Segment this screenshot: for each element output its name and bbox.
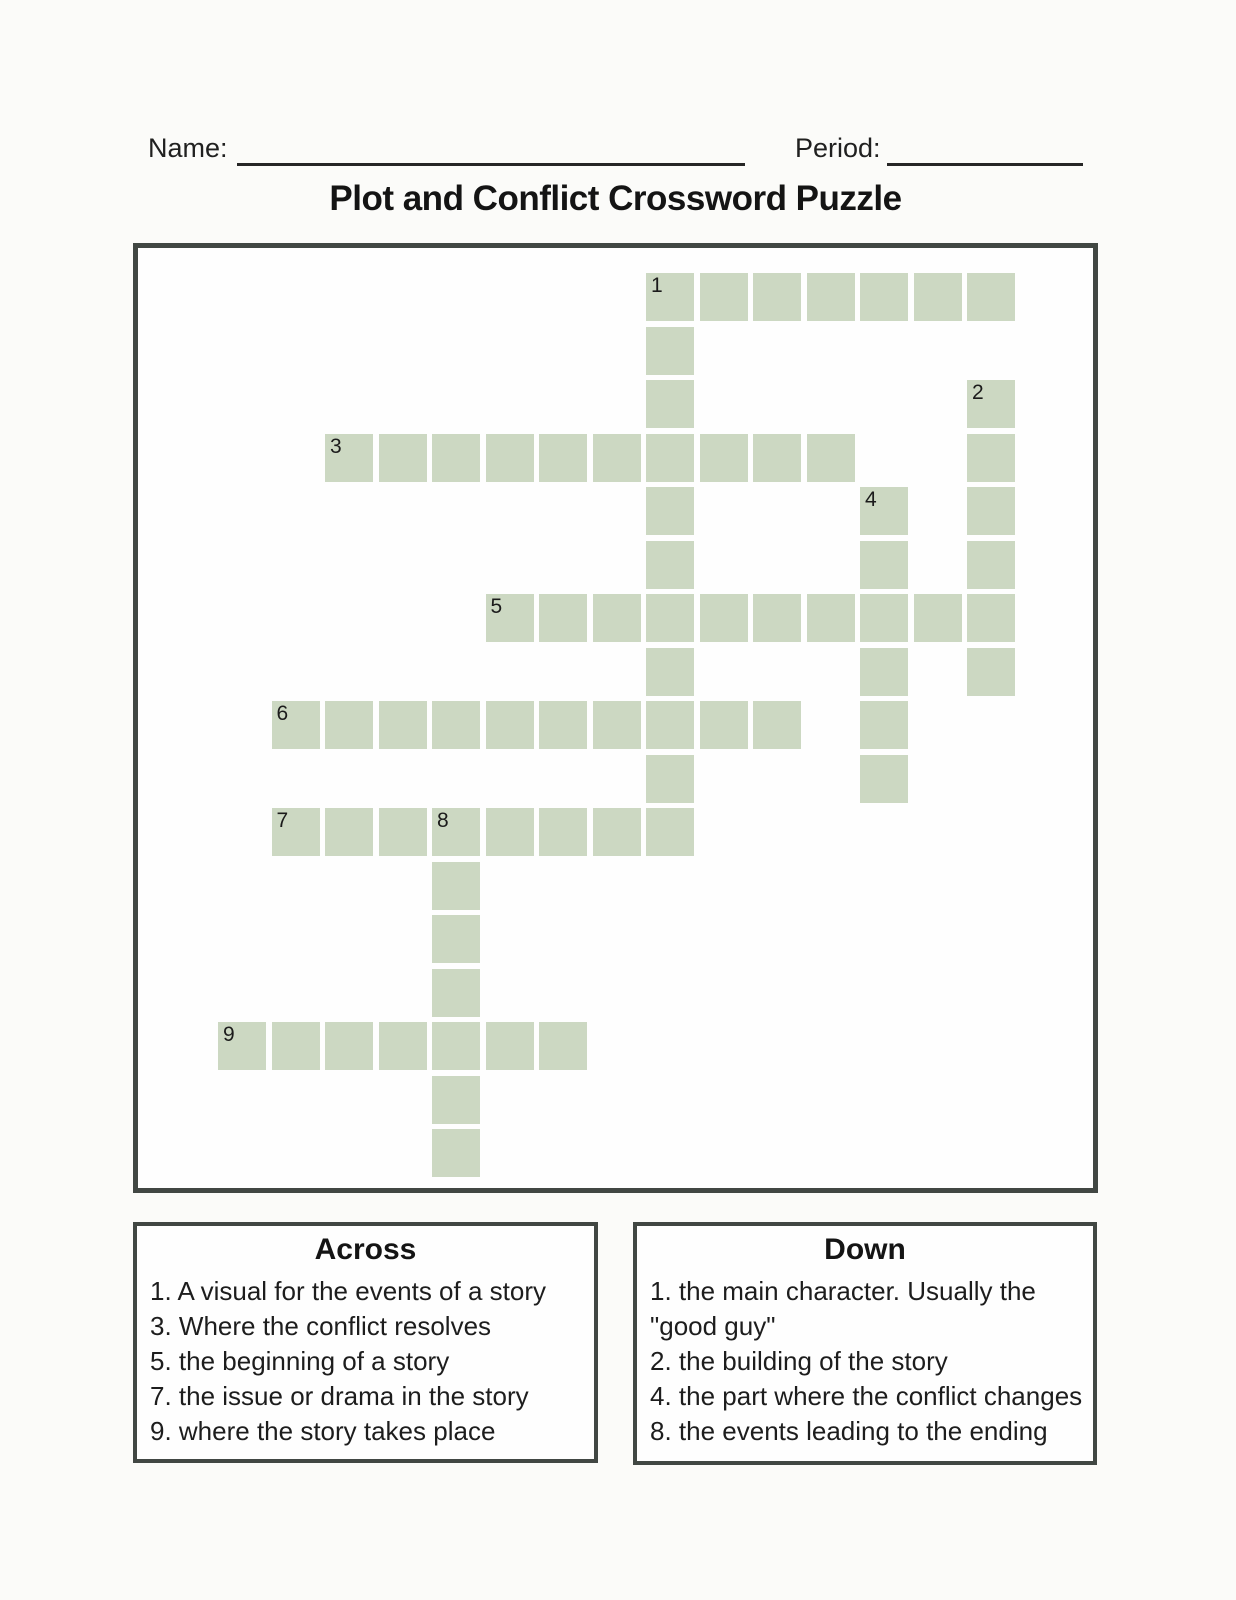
crossword-cell-r14c2[interactable] xyxy=(325,1022,373,1070)
crossword-cell-r8c4[interactable] xyxy=(432,701,480,749)
crossword-cell-r3c11[interactable] xyxy=(807,434,855,482)
crossword-cell-r6c11[interactable] xyxy=(807,594,855,642)
crossword-cell-r2c14[interactable] xyxy=(967,380,1015,428)
crossword-cell-r3c9[interactable] xyxy=(700,434,748,482)
clue-number-label: 2 xyxy=(972,381,984,404)
crossword-cell-r7c14[interactable] xyxy=(967,648,1015,696)
crossword-cell-r8c9[interactable] xyxy=(700,701,748,749)
across-clue-5: 9. where the story takes place xyxy=(150,1416,496,1446)
down-clue-1: 1. the main character. Usually the "good guy" xyxy=(650,1276,1036,1341)
down-title: Down xyxy=(824,1233,906,1266)
crossword-cell-r8c7[interactable] xyxy=(593,701,641,749)
name-label: Name: xyxy=(148,133,228,163)
crossword-cell-r5c12[interactable] xyxy=(860,541,908,589)
clue-number-label: 3 xyxy=(330,434,342,458)
crossword-cell-r10c3[interactable] xyxy=(379,808,427,856)
crossword-cell-r6c8[interactable] xyxy=(646,594,694,642)
crossword-cell-r3c7[interactable] xyxy=(593,434,641,482)
crossword-grid-box xyxy=(133,243,1098,1193)
page-title: Plot and Conflict Crossword Puzzle xyxy=(329,179,902,218)
crossword-cell-r3c8[interactable] xyxy=(646,434,694,482)
crossword-cell-r10c6[interactable] xyxy=(539,808,587,856)
crossword-cell-r2c8[interactable] xyxy=(646,380,694,428)
crossword-cell-r6c13[interactable] xyxy=(914,594,962,642)
crossword-cell-r13c4[interactable] xyxy=(432,969,480,1017)
crossword-cell-r10c7[interactable] xyxy=(593,808,641,856)
crossword-cell-r3c3[interactable] xyxy=(379,434,427,482)
period-field-line[interactable] xyxy=(887,163,1083,166)
across-clue-1: 1. A visual for the events of a story xyxy=(150,1276,546,1306)
across-clue-4: 7. the issue or drama in the story xyxy=(150,1381,529,1411)
crossword-cell-r16c4[interactable] xyxy=(432,1129,480,1177)
crossword-cell-r4c14[interactable] xyxy=(967,487,1015,535)
down-clue-4: 8. the events leading to the ending xyxy=(650,1416,1048,1446)
crossword-cell-r5c8[interactable] xyxy=(646,541,694,589)
crossword-cell-r7c8[interactable] xyxy=(646,648,694,696)
across-clue-2: 3. Where the conflict resolves xyxy=(150,1311,492,1341)
clue-number-label: 4 xyxy=(865,488,877,511)
crossword-cell-r0c11[interactable] xyxy=(807,273,855,321)
crossword-cell-r6c5[interactable] xyxy=(486,594,534,642)
crossword-cell-r6c10[interactable] xyxy=(753,594,801,642)
crossword-cell-r4c8[interactable] xyxy=(646,487,694,535)
crossword-cell-r8c12[interactable] xyxy=(860,701,908,749)
crossword-cell-r7c12[interactable] xyxy=(860,648,908,696)
crossword-cell-r10c2[interactable] xyxy=(325,808,373,856)
crossword-cell-r3c6[interactable] xyxy=(539,434,587,482)
crossword-cell-r14c1[interactable] xyxy=(272,1022,320,1070)
crossword-cell-r0c10[interactable] xyxy=(753,273,801,321)
crossword-cell-r3c4[interactable] xyxy=(432,434,480,482)
crossword-cell-r4c12[interactable] xyxy=(860,487,908,535)
down-clue-2: 2. the building of the story xyxy=(650,1346,948,1376)
crossword-cell-r6c14[interactable] xyxy=(967,594,1015,642)
crossword-cell-r6c7[interactable] xyxy=(593,594,641,642)
crossword-cell-r14c0[interactable] xyxy=(218,1022,266,1070)
across-title: Across xyxy=(314,1233,417,1266)
across-clue-list xyxy=(150,1274,592,1449)
crossword-cell-r15c4[interactable] xyxy=(432,1076,480,1124)
crossword-cell-r6c12[interactable] xyxy=(860,594,908,642)
crossword-cell-r12c4[interactable] xyxy=(432,915,480,963)
crossword-cell-r10c8[interactable] xyxy=(646,808,694,856)
crossword-cell-r9c8[interactable] xyxy=(646,755,694,803)
period-label: Period: xyxy=(795,133,881,163)
crossword-cell-r8c2[interactable] xyxy=(325,701,373,749)
crossword-cell-r10c5[interactable] xyxy=(486,808,534,856)
across-clues-box xyxy=(133,1222,598,1463)
crossword-cell-r14c3[interactable] xyxy=(379,1022,427,1070)
crossword-cell-r0c8[interactable] xyxy=(646,273,694,321)
crossword-cell-r0c13[interactable] xyxy=(914,273,962,321)
crossword-grid xyxy=(218,273,1016,1178)
crossword-cell-r3c10[interactable] xyxy=(753,434,801,482)
crossword-cell-r6c9[interactable] xyxy=(700,594,748,642)
down-clue-list xyxy=(650,1274,1091,1449)
crossword-cell-r11c4[interactable] xyxy=(432,862,480,910)
crossword-cell-r8c8[interactable] xyxy=(646,701,694,749)
crossword-cell-r9c12[interactable] xyxy=(860,755,908,803)
name-field-line[interactable] xyxy=(237,163,745,166)
clue-number-label: 1 xyxy=(651,274,663,297)
crossword-cell-r6c6[interactable] xyxy=(539,594,587,642)
crossword-cell-r14c5[interactable] xyxy=(486,1022,534,1070)
crossword-cell-r14c6[interactable] xyxy=(539,1022,587,1070)
crossword-cell-r3c5[interactable] xyxy=(486,434,534,482)
crossword-cell-r1c8[interactable] xyxy=(646,327,694,375)
clue-number-label: 6 xyxy=(276,702,289,725)
crossword-cell-r8c5[interactable] xyxy=(486,701,534,749)
crossword-cell-r8c6[interactable] xyxy=(539,701,587,749)
crossword-cell-r3c2[interactable] xyxy=(325,434,373,482)
crossword-cell-r8c3[interactable] xyxy=(379,701,427,749)
crossword-cell-r8c1[interactable] xyxy=(272,701,320,749)
crossword-cell-r14c4[interactable] xyxy=(432,1022,480,1070)
crossword-cell-r0c14[interactable] xyxy=(967,273,1015,321)
clue-number-label: 8 xyxy=(437,809,449,832)
across-clue-3: 5. the beginning of a story xyxy=(150,1346,450,1376)
crossword-cell-r0c12[interactable] xyxy=(860,273,908,321)
crossword-cell-r0c9[interactable] xyxy=(700,273,748,321)
down-clue-3: 4. the part where the conflict changes xyxy=(650,1381,1083,1411)
clue-number-label: 7 xyxy=(276,809,289,832)
crossword-cell-r8c10[interactable] xyxy=(753,701,801,749)
crossword-cell-r10c1[interactable] xyxy=(272,808,320,856)
crossword-cell-r5c14[interactable] xyxy=(967,541,1015,589)
down-clues-box xyxy=(633,1222,1097,1465)
crossword-cell-r10c4[interactable] xyxy=(432,808,480,856)
clue-number-label: 5 xyxy=(490,595,503,618)
clue-number-label: 9 xyxy=(223,1023,235,1046)
crossword-cell-r3c14[interactable] xyxy=(967,434,1015,482)
